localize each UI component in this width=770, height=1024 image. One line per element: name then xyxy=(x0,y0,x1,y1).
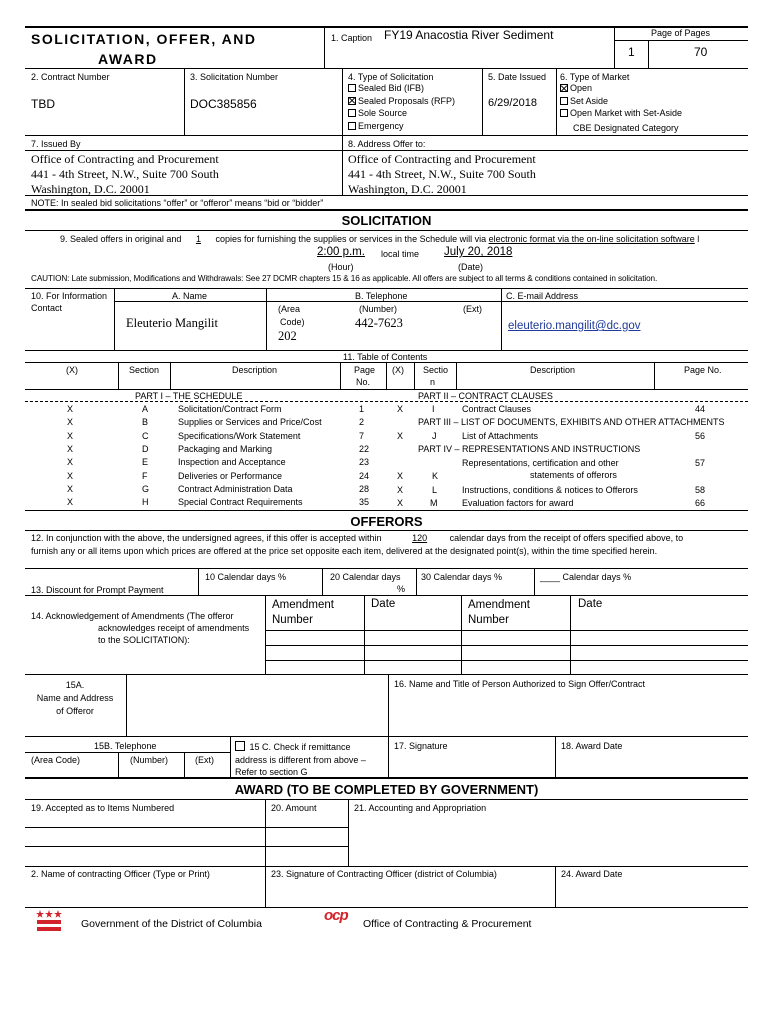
offeror-label-line: 15A. xyxy=(65,680,85,690)
divider xyxy=(184,752,185,777)
divider xyxy=(348,799,349,866)
market-type-option[interactable] xyxy=(560,108,682,121)
electronic-format-link: electronic format via the on-line solicitation software xyxy=(488,234,695,244)
divider xyxy=(25,777,748,779)
hour-label: (Hour) xyxy=(328,262,354,272)
area-code-value: 202 xyxy=(278,329,297,343)
discount-custom-blank: ____ xyxy=(540,572,561,582)
toc-row-x: X xyxy=(67,430,74,441)
discount-20: 20 Calendar days xyxy=(330,572,401,582)
ocp-logo: ocp xyxy=(324,907,348,924)
ack-line2: acknowledges receipt of amendments xyxy=(98,623,250,633)
remittance-line3: Refer to section G xyxy=(235,767,308,777)
divider xyxy=(456,362,457,389)
amendment-date-header: Date xyxy=(371,598,396,610)
area-code-15b: (Area Code) xyxy=(31,755,81,765)
amendment-number-header xyxy=(272,598,334,628)
email-label: C. E-mail Address xyxy=(506,291,579,301)
remittance-line2: address is different from above – xyxy=(235,754,366,765)
toc-col-section2-b: n xyxy=(430,377,436,387)
divider xyxy=(25,401,748,402)
remittance-check[interactable] xyxy=(235,741,366,779)
amendment2-number-header-line: Number xyxy=(468,614,509,626)
offerors-heading: OFFERORS xyxy=(350,514,423,529)
toc-row-section: A xyxy=(142,404,149,414)
toc-row-page: 66 xyxy=(695,498,706,508)
sealed-offers-prefix: 9. Sealed offers in original and xyxy=(60,234,182,244)
checkbox-icon[interactable] xyxy=(348,122,356,130)
toc-row-description: Contract Clauses xyxy=(462,404,532,414)
divider xyxy=(555,736,556,777)
acceptance-days: 120 xyxy=(412,533,428,543)
divider xyxy=(170,362,171,389)
amendment-number-header-line: Number xyxy=(272,614,313,626)
toc-row-description: Representations, certification and other xyxy=(462,458,619,468)
page-of-pages-label: Page of Pages xyxy=(651,28,711,38)
solicitation-type-option[interactable] xyxy=(348,121,455,134)
accepted-items-label: 19. Accepted as to Items Numbered xyxy=(31,803,175,813)
accounting-label: 21. Accounting and Appropriation xyxy=(354,803,487,813)
toc-row-x: X xyxy=(67,483,74,494)
remittance-check-line xyxy=(235,741,366,754)
divider xyxy=(265,660,748,661)
divider xyxy=(25,568,748,569)
toc-row-description: Instructions, conditions & notices to Offerors xyxy=(462,485,638,495)
date-issued-value: 6/29/2018 xyxy=(488,97,537,109)
agreement-line2: furnish any or all items upon which prices are offered at the price set opposite each item, delivered at the designated point(s), within the time specified herein. xyxy=(31,546,658,556)
telephone-15b-label: 15B. Telephone xyxy=(94,741,157,751)
divider xyxy=(126,674,127,736)
toc-row-description: Contract Administration Data xyxy=(178,483,293,494)
divider xyxy=(25,195,748,196)
toc-col-page-a: Page xyxy=(354,365,376,375)
toc-col-page2: Page No. xyxy=(684,365,722,375)
divider xyxy=(198,568,199,595)
divider xyxy=(501,288,502,351)
toc-row-x: X xyxy=(397,404,404,414)
divider xyxy=(556,68,557,135)
discount-30: 30 Calendar days % xyxy=(421,572,503,582)
signature-label: 17. Signature xyxy=(394,741,448,751)
number-label: (Number) xyxy=(359,304,398,314)
checkbox-icon[interactable] xyxy=(348,109,356,117)
toc-row-section: I xyxy=(432,404,435,414)
solicitation-type-option-label: Sole Source xyxy=(358,108,408,118)
toc-part4: PART IV – REPRESENTATIONS AND INSTRUCTIONS xyxy=(418,444,641,454)
divider xyxy=(25,389,748,390)
award-date-24-label: 24. Award Date xyxy=(561,869,623,879)
discount-10: 10 Calendar days % xyxy=(205,572,287,582)
toc-col-x: (X) xyxy=(66,365,78,375)
toc-row-x: X xyxy=(397,431,404,441)
footer-ocp: Office of Contracting & Procurement xyxy=(363,918,532,930)
toc-col-x2: (X) xyxy=(392,365,404,375)
time-value: 2:00 p.m. xyxy=(317,246,365,258)
toc-row-section: E xyxy=(142,457,149,468)
toc-row-section: K xyxy=(432,471,439,481)
solicitation-type-label: 4. Type of Solicitation xyxy=(348,72,434,82)
divider xyxy=(25,595,748,596)
solicitation-type-option-label: Sealed Bid (IFB) xyxy=(358,83,425,93)
solicitation-type-option[interactable] xyxy=(348,83,455,96)
market-type-option[interactable] xyxy=(560,83,682,96)
agreement-suffix: calendar days from the receipt of offers specified above, to xyxy=(449,533,684,543)
divider xyxy=(118,362,119,389)
divider xyxy=(25,150,748,151)
for-info-label: 10. For Information xyxy=(31,291,108,301)
toc-row-page: 1 xyxy=(359,404,365,414)
divider xyxy=(482,68,483,135)
offeror-label-line: of Offeror xyxy=(56,706,94,716)
divider xyxy=(388,736,389,777)
remittance-line1: 15 C. Check if remittance xyxy=(249,742,351,752)
toc-part3: PART III – LIST OF DOCUMENTS, EXHIBITS AND OTHER ATTACHMENTS xyxy=(418,417,725,427)
market-type-option[interactable] xyxy=(560,96,682,109)
dc-flag-icon xyxy=(36,909,62,933)
divider xyxy=(266,288,267,351)
divider xyxy=(364,595,365,674)
divider xyxy=(342,135,343,195)
divider xyxy=(265,630,748,631)
contracting-officer-signature-label: 23. Signature of Contracting Officer (district of Columbia) xyxy=(271,869,497,879)
toc-row-page: 23 xyxy=(359,457,370,468)
email-link[interactable]: eleuterio.mangilit@dc.gov xyxy=(508,320,641,332)
amendment2-number-header-line: Amendment xyxy=(468,599,531,611)
divider xyxy=(25,530,748,531)
issued-by-line: Office of Contracting and Procurement xyxy=(31,152,219,166)
discount-label: 13. Discount for Prompt Payment xyxy=(31,585,164,595)
contract-number-label: 2. Contract Number xyxy=(31,72,110,82)
cbe-category: CBE Designated Category xyxy=(573,123,679,133)
toc-row-description: Specifications/Work Statement xyxy=(178,430,301,441)
phone-number-value: 442-7623 xyxy=(355,316,403,330)
market-type-label: 6. Type of Market xyxy=(560,72,630,82)
issued-by-label: 7. Issued By xyxy=(31,139,81,149)
award-heading: AWARD (TO BE COMPLETED BY GOVERNMENT) xyxy=(234,782,539,797)
divider xyxy=(25,752,230,753)
page-total: 70 xyxy=(694,45,708,59)
divider xyxy=(25,866,748,867)
divider xyxy=(386,362,387,389)
divider xyxy=(388,674,389,736)
divider xyxy=(25,68,748,69)
toc-col-description2: Description xyxy=(530,365,576,375)
toc-row-x: X xyxy=(397,471,404,481)
address-offer-label: 8. Address Offer to: xyxy=(348,139,426,149)
market-type-option-label: Set Aside xyxy=(570,95,609,106)
solicitation-type-option[interactable] xyxy=(348,108,455,121)
divider xyxy=(614,26,615,68)
form-title-line2: AWARD xyxy=(98,51,158,67)
toc-row-section: D xyxy=(142,443,149,454)
toc-row-description: Supplies or Services and Price/Cost xyxy=(178,417,322,428)
market-type-option-label: Open xyxy=(570,83,593,93)
divider xyxy=(25,230,748,231)
ext-label: (Ext) xyxy=(463,304,482,314)
toc-row-description: List of Attachments xyxy=(462,431,539,441)
divider xyxy=(184,68,185,135)
divider xyxy=(25,135,748,136)
discount-custom-label: Calendar days % xyxy=(562,572,632,582)
toc-col-section2-a: Sectio xyxy=(423,365,449,375)
toc-row-page: 28 xyxy=(359,483,370,494)
ack-line3: to the SOLICITATION): xyxy=(98,635,190,645)
sealed-offers-mid: copies for furnishing the supplies or services in the Schedule will via xyxy=(215,234,487,244)
divider xyxy=(340,362,341,389)
note-text: NOTE: In sealed bid solicitations “offer” or “offeror” means “bid or “bidder” xyxy=(31,198,324,208)
toc-col-section: Section xyxy=(129,365,160,375)
amendment2-number-header xyxy=(468,598,530,628)
toc-row-description: Special Contract Requirements xyxy=(178,497,303,508)
divider xyxy=(265,799,266,866)
divider xyxy=(342,68,343,135)
market-type-option-label: Open Market with Set-Aside xyxy=(570,108,683,118)
solicitation-type-option-label: Sealed Proposals (RFP) xyxy=(358,95,456,106)
code-label: Code) xyxy=(280,317,305,327)
number-15b: (Number) xyxy=(130,755,169,765)
date-issued-label: 5. Date Issued xyxy=(488,72,547,82)
contract-number-value: TBD xyxy=(31,97,55,111)
divider xyxy=(25,674,748,675)
agreement-prefix: 12. In conjunction with the above, the undersigned agrees, if this offer is accepted within xyxy=(31,533,382,543)
checkbox-icon[interactable] xyxy=(560,109,568,117)
toc-row-x: X xyxy=(67,443,74,454)
footer-government: Government of the District of Columbia xyxy=(81,918,262,930)
contact-name: Eleuterio Mangilit xyxy=(126,316,218,330)
toc-row-section: L xyxy=(432,485,438,495)
caption-label: 1. Caption xyxy=(331,33,373,43)
toc-row-page: 22 xyxy=(359,443,370,454)
toc-row-section: C xyxy=(142,430,149,441)
divider xyxy=(25,736,748,737)
toc-row-page: 35 xyxy=(359,497,370,508)
area-label: (Area xyxy=(278,304,301,314)
award-date-18-label: 18. Award Date xyxy=(561,741,623,751)
amendment2-date-header: Date xyxy=(578,598,603,610)
sealed-offers-line xyxy=(60,234,699,244)
divider xyxy=(654,362,655,389)
solicitation-type-options xyxy=(348,83,455,133)
toc-row-x: X xyxy=(397,485,404,495)
copies-count: 1 xyxy=(195,234,201,244)
market-type-options xyxy=(560,83,682,121)
divider xyxy=(461,595,462,674)
divider xyxy=(265,645,748,646)
divider xyxy=(534,568,535,595)
local-time-label: local time xyxy=(381,249,420,259)
amount-label: 20. Amount xyxy=(271,803,317,813)
telephone-label: B. Telephone xyxy=(355,291,408,301)
offeror-label-line: Name and Address xyxy=(36,693,114,703)
divider xyxy=(324,26,325,68)
contracting-officer-name-label: 2. Name of contracting Officer (Type or Print) xyxy=(31,869,210,879)
divider xyxy=(25,288,748,289)
divider xyxy=(614,40,748,41)
toc-row-x: X xyxy=(67,457,74,468)
checkbox-icon[interactable] xyxy=(560,97,568,105)
form-title-line1: SOLICITATION, OFFER, AND xyxy=(31,31,257,47)
address-offer-line: Office of Contracting and Procurement xyxy=(348,152,536,166)
caution-text: CAUTION: Late submission, Modifications and Withdrawals: See 27 DCMR chapters 15 & 16 as applicable. All offers are subject to all terms & conditions contained in solicitation. xyxy=(31,274,658,283)
offeror-name-address-label xyxy=(25,679,125,718)
contact-label: Contact xyxy=(31,303,63,313)
divider xyxy=(25,799,748,800)
toc-row-section: M xyxy=(430,498,438,508)
toc-row-description: Evaluation factors for award xyxy=(462,498,574,508)
solicitation-number-label: 3. Solicitation Number xyxy=(190,72,279,82)
issued-by-line: Washington, D.C. 20001 xyxy=(31,182,150,196)
divider xyxy=(648,40,649,68)
ack-line1: 14. Acknowledgement of Amendments (The offeror xyxy=(31,611,234,621)
address-offer-line: 441 - 4th Street, N.W., Suite 700 South xyxy=(348,167,536,181)
authorized-person-label: 16. Name and Title of Person Authorized to Sign Offer/Contract xyxy=(394,679,645,689)
checkbox-icon[interactable] xyxy=(348,84,356,92)
toc-row-page: 57 xyxy=(695,458,706,468)
toc-row-x: X xyxy=(397,498,404,508)
divider xyxy=(265,866,266,907)
page-current: 1 xyxy=(628,45,635,59)
ext-15b: (Ext) xyxy=(195,755,214,765)
amendment-number-header-line: Amendment xyxy=(272,599,335,611)
discount-20-pct: % xyxy=(397,584,406,594)
divider xyxy=(414,362,415,389)
toc-row-page: 7 xyxy=(359,430,365,441)
solicitation-heading: SOLICITATION xyxy=(341,213,432,228)
toc-row-page: 2 xyxy=(359,417,365,428)
divider xyxy=(25,907,748,908)
divider xyxy=(322,568,323,595)
toc-row-page: 58 xyxy=(695,485,706,495)
divider xyxy=(416,568,417,595)
divider xyxy=(25,827,348,828)
toc-row-section: J xyxy=(432,431,437,441)
toc-col-page-b: No. xyxy=(356,377,371,387)
address-offer-line: Washington, D.C. 20001 xyxy=(348,182,467,196)
toc-row-section: B xyxy=(142,417,149,428)
toc-row-description: Deliveries or Performance xyxy=(178,470,283,481)
toc-row-section: H xyxy=(142,497,149,508)
discount-custom xyxy=(540,572,631,582)
divider xyxy=(555,866,556,907)
divider xyxy=(114,301,748,302)
sealed-offers-end: l xyxy=(697,234,700,244)
toc-row-x: X xyxy=(67,470,74,481)
date-label: (Date) xyxy=(458,262,484,272)
toc-row-x: X xyxy=(67,404,74,414)
toc-row-description: Inspection and Acceptance xyxy=(178,457,286,468)
toc-row-x: X xyxy=(67,497,74,508)
toc-row-description: Packaging and Marking xyxy=(178,443,273,454)
issued-by-address xyxy=(31,152,219,197)
issued-by-line: 441 - 4th Street, N.W., Suite 700 South xyxy=(31,167,219,181)
date-value: July 20, 2018 xyxy=(444,246,513,258)
toc-part2: PART II – CONTRACT CLAUSES xyxy=(418,391,553,401)
toc-row-page: 24 xyxy=(359,470,370,481)
divider xyxy=(570,595,571,674)
divider xyxy=(118,752,119,777)
toc-row-x: X xyxy=(67,417,74,428)
divider xyxy=(265,595,266,674)
checked-checkbox-icon[interactable] xyxy=(348,97,356,105)
toc-col-description: Description xyxy=(232,365,278,375)
toc-row-description: Solicitation/Contract Form xyxy=(178,404,282,414)
checked-checkbox-icon[interactable] xyxy=(560,84,568,92)
divider xyxy=(25,350,748,351)
solicitation-type-option[interactable] xyxy=(348,96,455,109)
toc-row-description-cont: statements of offerors xyxy=(530,470,617,480)
toc-row-section: G xyxy=(142,483,150,494)
solicitation-number-value: DOC385856 xyxy=(190,97,257,111)
divider xyxy=(25,846,348,847)
caption-value: FY19 Anacostia River Sediment xyxy=(384,28,554,42)
toc-row-page: 44 xyxy=(695,404,706,414)
agreement-line1 xyxy=(31,533,683,543)
toc-row-page: 56 xyxy=(695,431,706,441)
toc-title: 11. Table of Contents xyxy=(343,352,428,362)
divider xyxy=(25,510,748,511)
toc-row-section: F xyxy=(142,470,148,481)
solicitation-type-option-label: Emergency xyxy=(358,120,404,131)
address-offer-address xyxy=(348,152,536,197)
checkbox-icon[interactable] xyxy=(235,741,245,751)
toc-part1: PART I – THE SCHEDULE xyxy=(135,391,243,401)
divider xyxy=(25,209,748,211)
name-label: A. Name xyxy=(172,291,208,301)
divider xyxy=(230,736,231,777)
divider xyxy=(114,288,115,351)
